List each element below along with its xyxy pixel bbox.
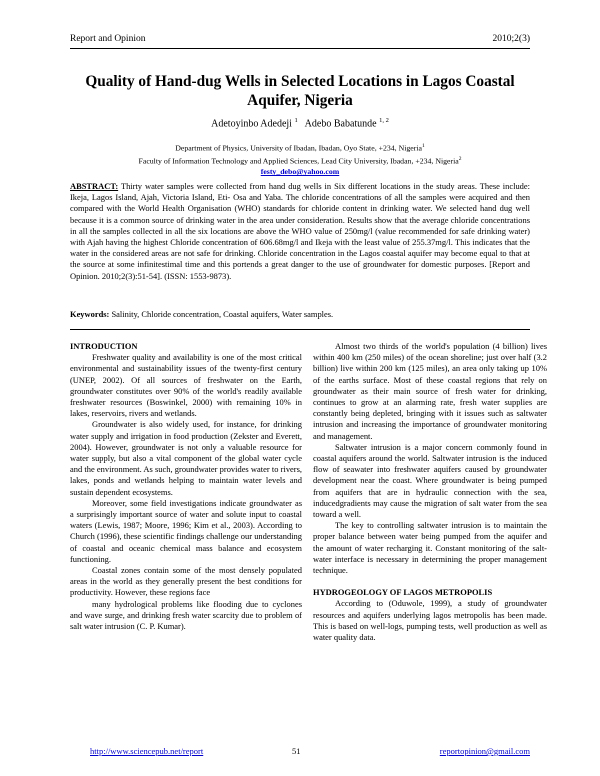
right-column	[313, 341, 547, 643]
paragraph: Groundwater is also widely used, for instance, for drinking water supply and irrigation in food production (Zekster and Everett, 2004). However, groundwater is not only a valuable resource for water supply, but also a vital component of the global water cycle and the environment. As such, groundwater provides water to rivers, lakes, ponds and wetlands helping to maintain water levels and sustain dependent ecosystems.	[70, 419, 302, 497]
paragraph: Almost two thirds of the world's population (4 billion) lives within 400 km (250 miles) of the ocean shoreline; just over half (3.2 billion) live within 200 km (125 miles), an area only taking up 10% of the earths surface. Most of these coastal regions that rely on groundwater as their main source of fresh water for drinking, continues to grow at an alarming rate, fresh water supplies are constantly being depleted, bringing with it issues such as saltwater intrusion and increasing the importance of groundwater monitoring and management.	[313, 341, 547, 441]
footer-email-link[interactable]: reportopinion@gmail.com	[439, 746, 530, 756]
author-2-affil: 1, 2	[379, 117, 389, 124]
left-column	[70, 341, 302, 632]
author-2: Adebo Babatunde	[304, 118, 377, 130]
author-line	[70, 117, 530, 129]
keywords-text: Salinity, Chloride concentration, Coastal aquifers, Water samples.	[111, 309, 334, 319]
author-email-link[interactable]: festy_debo@yahoo.com	[260, 167, 340, 177]
paragraph: Moreover, some field investigations indicate groundwater as a surprisingly important source of water and solute input to coastal waters (Lewis, 1987; Moore, 1996; Kim et al., 2003). According to Church (1996), these scientific findings challenge our understanding of coastal and oceanic chemical mass balance and ecosystem functioning.	[70, 497, 302, 564]
spacer	[313, 576, 547, 587]
paragraph: According to (Oduwole, 1999), a study of groundwater resources and aquifers underlying lagos metropolis has been made. This is based on well-logs, pumping tests, well production as well as water quality data.	[313, 598, 547, 643]
paragraph: Freshwater quality and availability is one of the most critical environmental and sustainability issues of the twenty-first century (UNEP, 2002). Of all sources of freshwater on the Earth, groundwater constitutes over 90% of the world's readily available freshwater resources (Boswinkel, 2000) with remaining 10% in lakes, reservoirs, rivers and wetlands.	[70, 352, 302, 419]
journal-volume: 2010;2(3)	[492, 34, 530, 44]
author-1: Adetoyinbo Adedeji	[211, 118, 292, 130]
abstract	[70, 181, 530, 282]
section-rule	[70, 329, 530, 330]
paragraph: Saltwater intrusion is a major concern commonly found in coastal aquifers around the world. Saltwater intrusion is the induced flow of seawater into freshwater aquifers caused by groundwater development near the coast. Where groundwater is being pumped from aquifers that are in hydraulic connection with the sea, inducedgradients may cause the migration of salt water from the sea toward a well.	[313, 441, 547, 520]
keywords-label: Keywords:	[70, 309, 110, 319]
affiliation-2: Faculty of Information Technology and Applied Sciences, Lead City University, Ibadan, +234, Nigeria$^2$	[138, 156, 462, 166]
abstract-text: Thirty water samples were collected from hand dug wells in Six different locations in the study areas. These include: Ikeja, Lagos Island, Ajah, Victoria Island, Eti- Osa and Yaba. The chloride concentrations of all the samples were acquired and then compared with the World Health Organisation (WHO) standards for chloride content in drinking water. We selected hand dug well because it is a common source of drinking water in the area under consideration. Results show that the average chloride concentrations in all the samples collected in all the six locations are above the WHO value of 250mg/l (value recommended for safe drinking water) with Ajah having the highest Chloride concentration of 606.68mg/l and Ikeja with the least value of 255.37mg/l. This indicates that the water in the considered areas are not safe for drinking. Chloride concentration in the Lagos coastal aquifer may become equal to that at the source at some infinitestimal time and this portends a great danger to the use of groundwater for domestic purposes. [Report and Opinion. 2010;2(3):51-54]. (ISSN: 1553-9873).	[70, 181, 530, 281]
affiliation-1: Department of Physics, University of Ibadan, Ibadan, Oyo State, +234, Nigeria$^1$	[175, 143, 425, 153]
paragraph: The key to controlling saltwater intrusion is to maintain the proper balance between water being pumped from the aquifer and the amount of water recharging it. Constant monitoring of the salt-water interface is necessary in determining the proper management technique.	[313, 520, 547, 576]
paper-title: Quality of Hand-dug Wells in Selected Locations in Lagos Coastal Aquifer, Nigeria	[85, 73, 515, 109]
page-number: 51	[292, 746, 301, 756]
abstract-label: ABSTRACT:	[70, 181, 119, 191]
paragraph: Coastal zones contain some of the most densely populated areas in the world as they generally present the best conditions for productivity. However, these regions face	[70, 565, 302, 598]
footer-url-link[interactable]: http://www.sciencepub.net/report	[90, 746, 204, 756]
keywords	[70, 309, 530, 319]
affiliations	[70, 141, 530, 178]
author-1-affil: 1	[294, 117, 298, 124]
paragraph: many hydrological problems like flooding due to cyclones and wave surge, and drinking fresh water scarcity due to problem of salt water intrusion (C. P. Kumar).	[70, 598, 302, 632]
journal-name: Report and Opinion	[70, 34, 146, 44]
section-heading-introduction: INTRODUCTION	[70, 341, 138, 351]
header-rule	[70, 48, 530, 49]
section-heading-hydrogeology: HYDROGEOLOGY OF LAGOS METROPOLIS	[313, 587, 493, 598]
